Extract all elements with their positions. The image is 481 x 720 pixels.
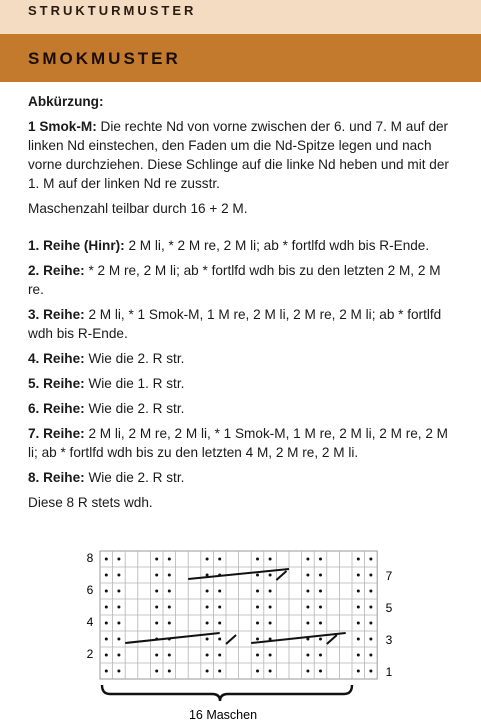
purl-stitch-dot bbox=[306, 574, 309, 577]
abbreviation-smok bbox=[28, 117, 460, 193]
purl-stitch-dot bbox=[369, 638, 372, 641]
purl-stitch-dot bbox=[117, 638, 120, 641]
purl-stitch-dot bbox=[168, 590, 171, 593]
purl-stitch-dot bbox=[206, 606, 209, 609]
purl-stitch-dot bbox=[319, 590, 322, 593]
row-label-left: 6 bbox=[86, 583, 94, 597]
purl-stitch-dot bbox=[369, 654, 372, 657]
purl-stitch-dot bbox=[256, 606, 259, 609]
row-text: 2 M li, * 1 Smok-M, 1 M re, 2 M li, 2 M re, 2 M li; ab * fortlfd wdh bis R-Ende. bbox=[28, 307, 442, 341]
purl-stitch-dot bbox=[218, 590, 221, 593]
purl-stitch-dot bbox=[269, 590, 272, 593]
smok-definition: Die rechte Nd von vorne zwischen der 6. und 7. M auf der linken Nd einstechen, den Faden um die Nd-Spitze legen und nach vorne durchziehen. Diese Schlinge auf die linke Nd heben und mit der 1. M auf der linken Nd re zusstr. bbox=[28, 119, 449, 191]
purl-stitch-dot bbox=[155, 590, 158, 593]
row-6 bbox=[28, 399, 460, 418]
purl-stitch-dot bbox=[155, 558, 158, 561]
purl-stitch-dot bbox=[206, 654, 209, 657]
row-label: 6. Reihe: bbox=[28, 401, 85, 416]
purl-stitch-dot bbox=[117, 590, 120, 593]
row-2 bbox=[28, 261, 460, 299]
knitting-chart-svg bbox=[78, 545, 398, 720]
row-1 bbox=[28, 236, 460, 255]
pattern-title: SMOKMUSTER bbox=[28, 49, 181, 68]
purl-stitch-dot bbox=[105, 670, 108, 673]
purl-stitch-dot bbox=[269, 670, 272, 673]
purl-stitch-dot bbox=[218, 622, 221, 625]
purl-stitch-dot bbox=[117, 574, 120, 577]
purl-stitch-dot bbox=[357, 622, 360, 625]
row-label: 3. Reihe: bbox=[28, 307, 85, 322]
purl-stitch-dot bbox=[168, 654, 171, 657]
purl-stitch-dot bbox=[256, 670, 259, 673]
purl-stitch-dot bbox=[155, 574, 158, 577]
row-label: 7. Reihe: bbox=[28, 426, 85, 441]
row-text: Wie die 2. R str. bbox=[84, 351, 185, 366]
purl-stitch-dot bbox=[306, 558, 309, 561]
repeat-label: 16 Maschen bbox=[188, 708, 258, 720]
purl-stitch-dot bbox=[306, 670, 309, 673]
purl-stitch-dot bbox=[168, 558, 171, 561]
purl-stitch-dot bbox=[218, 606, 221, 609]
purl-stitch-dot bbox=[105, 622, 108, 625]
row-4 bbox=[28, 349, 460, 368]
purl-stitch-dot bbox=[206, 638, 209, 641]
row-label: 8. Reihe: bbox=[28, 470, 85, 485]
purl-stitch-dot bbox=[155, 606, 158, 609]
purl-stitch-dot bbox=[269, 606, 272, 609]
purl-stitch-dot bbox=[218, 638, 221, 641]
row-7 bbox=[28, 424, 460, 462]
row-text: 2 M li, * 2 M re, 2 M li; ab * fortlfd wdh bis R-Ende. bbox=[124, 238, 430, 253]
repeat-brace bbox=[102, 685, 352, 701]
purl-stitch-dot bbox=[256, 622, 259, 625]
purl-stitch-dot bbox=[105, 590, 108, 593]
purl-stitch-dot bbox=[256, 558, 259, 561]
purl-stitch-dot bbox=[357, 654, 360, 657]
purl-stitch-dot bbox=[319, 670, 322, 673]
row-label-left: 8 bbox=[86, 551, 94, 565]
purl-stitch-dot bbox=[155, 622, 158, 625]
row-text: * 2 M re, 2 M li; ab * fortlfd wdh bis zu den letzten 2 M, 2 M re. bbox=[28, 263, 441, 297]
purl-stitch-dot bbox=[105, 606, 108, 609]
purl-stitch-dot bbox=[105, 638, 108, 641]
purl-stitch-dot bbox=[168, 670, 171, 673]
row-label-left: 2 bbox=[86, 647, 94, 661]
row-text: Wie die 2. R str. bbox=[84, 401, 185, 416]
purl-stitch-dot bbox=[306, 590, 309, 593]
abbreviation-heading: Abkürzung: bbox=[28, 94, 104, 109]
purl-stitch-dot bbox=[369, 590, 372, 593]
purl-stitch-dot bbox=[117, 606, 120, 609]
row-label-right: 3 bbox=[385, 633, 393, 647]
purl-stitch-dot bbox=[117, 558, 120, 561]
purl-stitch-dot bbox=[218, 558, 221, 561]
purl-stitch-dot bbox=[319, 654, 322, 657]
row-label: 4. Reihe: bbox=[28, 351, 85, 366]
purl-stitch-dot bbox=[269, 574, 272, 577]
purl-stitch-dot bbox=[357, 670, 360, 673]
purl-stitch-dot bbox=[206, 622, 209, 625]
row-5 bbox=[28, 374, 460, 393]
purl-stitch-dot bbox=[306, 622, 309, 625]
purl-stitch-dot bbox=[105, 574, 108, 577]
row-label: 1. Reihe (Hinr): bbox=[28, 238, 125, 253]
instructions bbox=[28, 92, 460, 518]
purl-stitch-dot bbox=[105, 654, 108, 657]
purl-stitch-dot bbox=[256, 590, 259, 593]
purl-stitch-dot bbox=[117, 670, 120, 673]
row-text: 2 M li, 2 M re, 2 M li, * 1 Smok-M, 1 M re, 2 M li, 2 M re, 2 M li; ab * fortlfd wdh bis zu den letzten 4 M, 2 M re, 2 M li. bbox=[28, 426, 448, 460]
row-text: Wie die 1. R str. bbox=[84, 376, 185, 391]
purl-stitch-dot bbox=[357, 606, 360, 609]
purl-stitch-dot bbox=[319, 638, 322, 641]
row-label-right: 5 bbox=[385, 601, 393, 615]
purl-stitch-dot bbox=[369, 606, 372, 609]
purl-stitch-dot bbox=[155, 654, 158, 657]
purl-stitch-dot bbox=[357, 558, 360, 561]
purl-stitch-dot bbox=[357, 638, 360, 641]
row-label: 2. Reihe: bbox=[28, 263, 85, 278]
purl-stitch-dot bbox=[256, 638, 259, 641]
purl-stitch-dot bbox=[168, 622, 171, 625]
purl-stitch-dot bbox=[117, 622, 120, 625]
purl-stitch-dot bbox=[269, 622, 272, 625]
stitch-multiple: Maschenzahl teilbar durch 16 + 2 M. bbox=[28, 201, 248, 216]
purl-stitch-dot bbox=[319, 606, 322, 609]
purl-stitch-dot bbox=[369, 558, 372, 561]
knitting-chart bbox=[78, 545, 398, 720]
purl-stitch-dot bbox=[206, 558, 209, 561]
purl-stitch-dot bbox=[319, 622, 322, 625]
purl-stitch-dot bbox=[269, 558, 272, 561]
purl-stitch-dot bbox=[369, 574, 372, 577]
row-8 bbox=[28, 468, 460, 487]
purl-stitch-dot bbox=[105, 558, 108, 561]
purl-stitch-dot bbox=[319, 574, 322, 577]
purl-stitch-dot bbox=[256, 574, 259, 577]
row-label: 5. Reihe: bbox=[28, 376, 85, 391]
purl-stitch-dot bbox=[155, 670, 158, 673]
purl-stitch-dot bbox=[256, 654, 259, 657]
row-label-right: 7 bbox=[385, 569, 393, 583]
purl-stitch-dot bbox=[218, 654, 221, 657]
row-label-right: 1 bbox=[385, 665, 393, 679]
purl-stitch-dot bbox=[206, 670, 209, 673]
purl-stitch-dot bbox=[319, 558, 322, 561]
purl-stitch-dot bbox=[357, 574, 360, 577]
purl-stitch-dot bbox=[117, 654, 120, 657]
repeat-note: Diese 8 R stets wdh. bbox=[28, 495, 153, 510]
purl-stitch-dot bbox=[306, 606, 309, 609]
row-text: Wie die 2. R str. bbox=[84, 470, 185, 485]
purl-stitch-dot bbox=[369, 670, 372, 673]
purl-stitch-dot bbox=[168, 574, 171, 577]
row-label-left: 4 bbox=[86, 615, 94, 629]
section-label: STRUKTURMUSTER bbox=[28, 3, 197, 18]
row-3 bbox=[28, 305, 460, 343]
title-band bbox=[0, 34, 481, 82]
purl-stitch-dot bbox=[269, 654, 272, 657]
purl-stitch-dot bbox=[206, 590, 209, 593]
smok-term: 1 Smok-M: bbox=[28, 119, 97, 134]
purl-stitch-dot bbox=[168, 606, 171, 609]
section-band bbox=[0, 0, 481, 34]
purl-stitch-dot bbox=[369, 622, 372, 625]
purl-stitch-dot bbox=[306, 654, 309, 657]
purl-stitch-dot bbox=[357, 590, 360, 593]
purl-stitch-dot bbox=[218, 670, 221, 673]
